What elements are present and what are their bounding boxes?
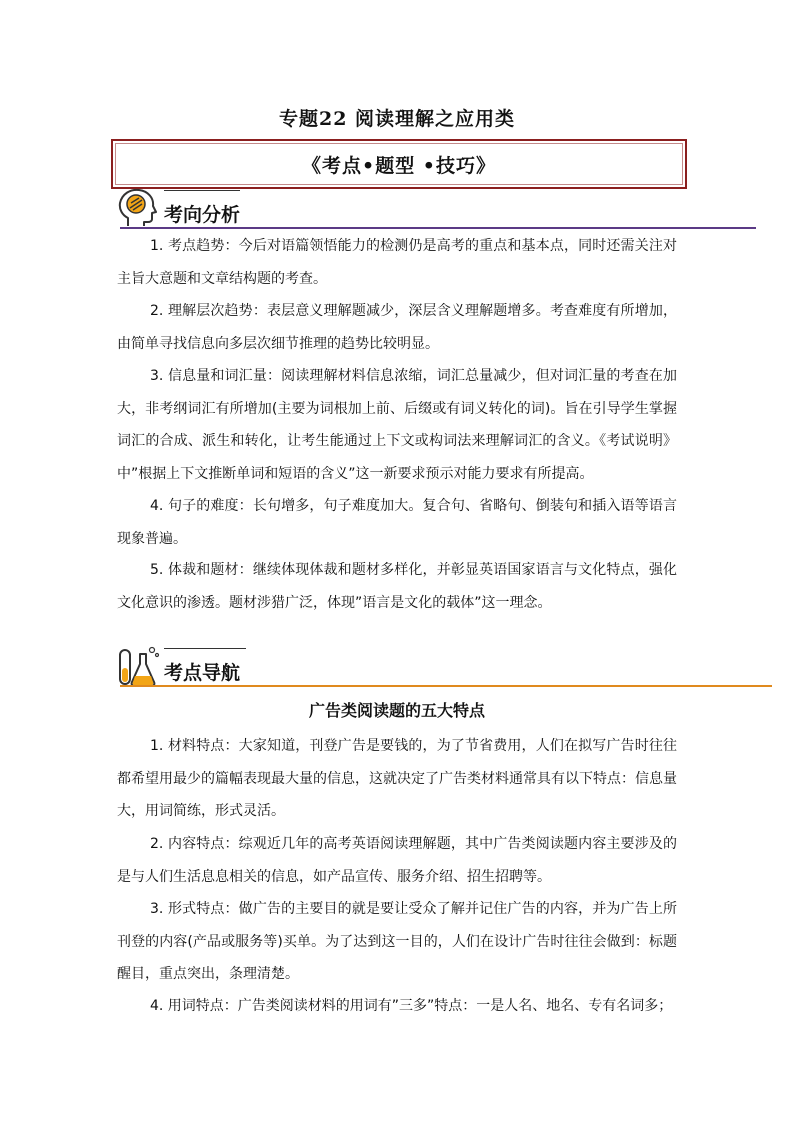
title-box-text: 《考点•题型 •技巧》 <box>302 154 496 177</box>
paragraph: 4. 用词特点：广告类阅读材料的用词有”三多”特点：一是人名、地名、专有名词多； <box>150 998 673 1014</box>
section-header-analysis <box>116 186 756 234</box>
section-heading: 考向分析 <box>164 204 241 226</box>
subtitle: 广告类阅读题的五大特点 <box>308 701 485 720</box>
paragraph: 4. 句子的难度：长句增多，句子难度加大。复合句、省略句、倒装句和插入语等语言现象普遍。 <box>117 498 677 547</box>
paragraph: 2. 内容特点：综观近几年的高考英语阅读理解题，其中广告类阅读题内容主要涉及的是与人们生活息息相关的信息，如产品宣传、服务介绍、招生招聘等。 <box>117 836 677 885</box>
paragraph: 1. 考点趋势：今后对语篇领悟能力的检测仍是高考的重点和基本点，同时还需关注对主旨大意题和文章结构题的考查。 <box>117 238 677 287</box>
paragraph: 3. 形式特点：做广告的主要目的就是要让受众了解并记住广告的内容，并为广告上所刊登的内容(产品或服务等)买单。为了达到这一目的，人们在设计广告时往往会做到：标题醒目，重点突出，条理清楚。 <box>117 901 677 982</box>
paragraph: 2. 理解层次趋势：表层意义理解题减少，深层含义理解题增多。考查难度有所增加，由简单寻找信息向多层次细节推理的趋势比较明显。 <box>117 303 677 352</box>
section-topline <box>164 190 240 191</box>
paragraph: 5. 体裁和题材：继续体现体裁和题材多样化，并彰显英语国家语言与文化特点，强化文化意识的渗透。题材涉猎广泛，体现”语言是文化的载体”这一理念。 <box>117 562 677 611</box>
page-title: 专题22 阅读理解之应用类 <box>278 108 516 130</box>
section-underline <box>120 685 772 687</box>
section-header-navigation <box>116 644 772 692</box>
section-heading: 考点导航 <box>164 662 241 684</box>
head-idea-icon <box>116 186 162 230</box>
paragraph: 3. 信息量和词汇量：阅读理解材料信息浓缩，词汇总量减少，但对词汇量的考查在加大，非考纲词汇有所增加(主要为词根加上前、后缀或有词义转化的词)。旨在引导学生掌握词汇的合成、派生和转化，让考生能通过上下文或构词法来理解词汇的含义。《考试说明》中”根据上下文推断单词和短语的含义”这一新要求预示对能力要求有所提高。 <box>117 368 677 482</box>
lab-flask-icon <box>116 644 162 688</box>
title-box <box>111 139 687 189</box>
section-topline <box>164 648 246 649</box>
paragraph: 1. 材料特点：大家知道，刊登广告是要钱的，为了节省费用，人们在拟写广告时往往都希望用最少的篇幅表现最大量的信息，这就决定了广告类材料通常具有以下特点：信息量大，用词简练，形式灵活。 <box>117 738 677 819</box>
section-underline <box>120 227 756 229</box>
